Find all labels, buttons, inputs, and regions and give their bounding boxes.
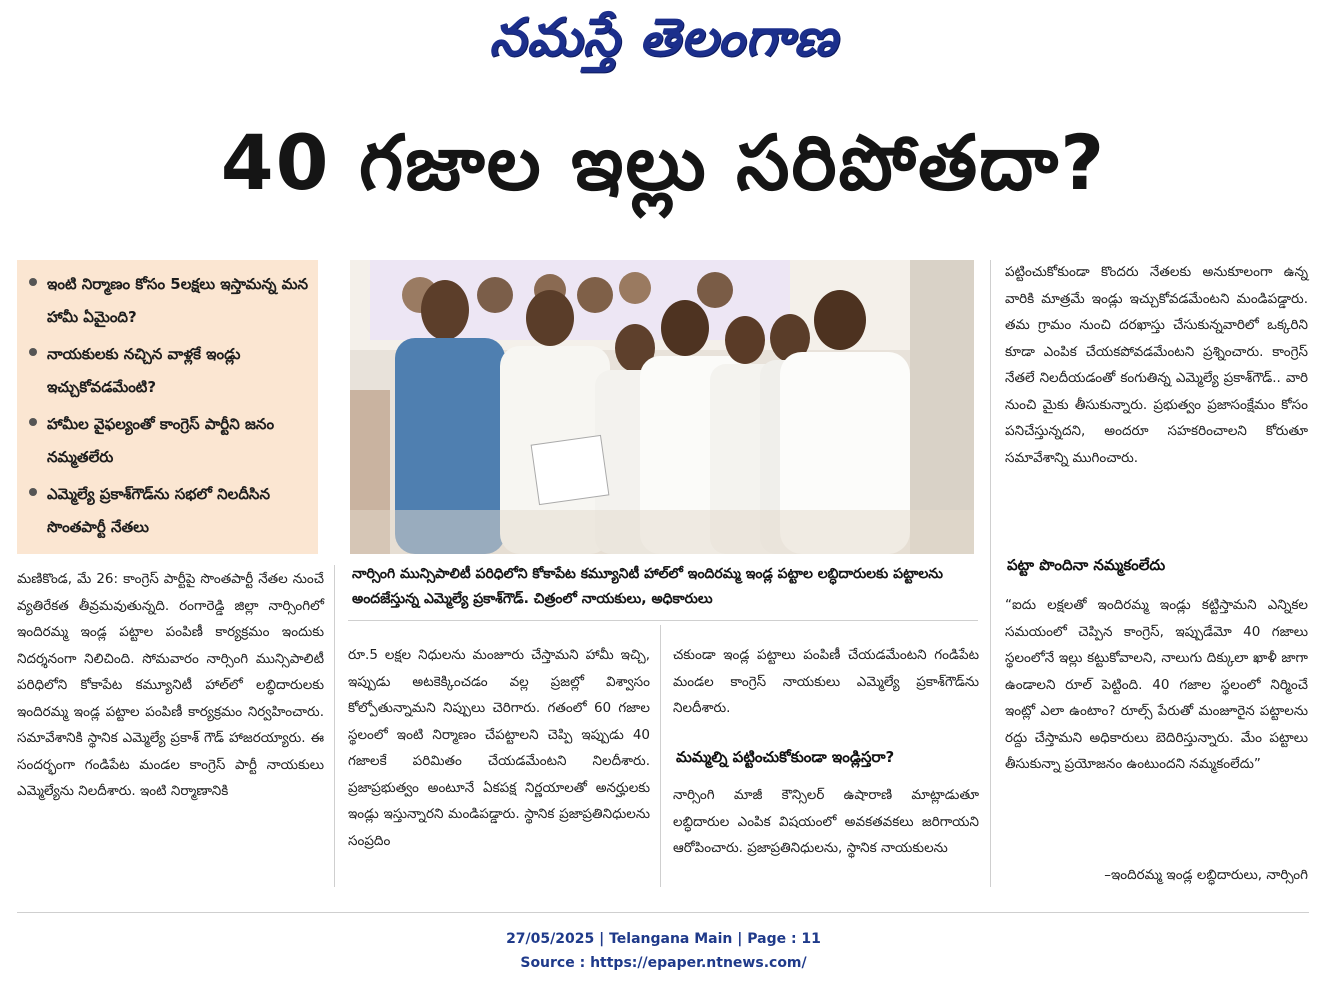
news-photo — [350, 260, 974, 554]
column-divider — [990, 260, 991, 887]
caption-divider — [348, 620, 978, 621]
article-text: మణికొండ, మే 26: కాంగ్రెస్ పార్టీపై సొంతపార్టీ నేతల నుంచే వ్యతిరేకత తీవ్రమవుతున్నది. రంగారెడ్డి జిల్లా నార్సింగిలో ఇందిరమ్మ ఇండ్ల పట్టాల పంపిణీ కార్యక్రమం ఇందుకు నిదర్శనంగా నిలిచింది. సోమవారం నార్సింగి మున్సిపాలిటీ పరిధిలోని కోకాపేట కమ్యూనిటీ హాల్‌లో లబ్ధిదారులకు ఇందిరమ్మ ఇండ్ల పట్టాల పంపిణీ కార్యక్రమం నిర్వహించారు. సమావేశానికి స్థానిక ఎమ్మెల్యే ప్రకాశ్ గౌడ్ హాజరయ్యారు. ఈ సందర్భంగా గండిపేట మండల కాంగ్రెస్ పార్టీ నాయకులు ఎమ్మెల్యేను నిలదీశారు. ఇంటి నిర్మాణానికి — [17, 571, 324, 799]
subheading: పట్టా పొందినా నమ్మకంలేదు — [1007, 556, 1166, 574]
news-photo-illustration — [350, 260, 974, 554]
footer-source: Source : https://epaper.ntnews.com/ — [520, 955, 807, 971]
quote-attribution: –ఇందిరమ్మ ఇండ్ల లబ్ధిదారులు, నార్సింగి — [1104, 867, 1308, 883]
article-text: పట్టించుకోకుండా కొందరు నేతలకు అనుకూలంగా ఉన్న వారికి మాత్రమే ఇండ్లు ఇచ్చుకోవడమేంటని మండిపడ్డారు. తమ గ్రామం నుంచి దరఖాస్తు చేసుకున్నవారిలో ఒక్కరిని కూడా ఎంపిక చేయకపోవడమేంటని ప్రశ్నించారు. కాంగ్రెస్ నేతలే నిలదీయడంతో కంగుతిన్న ఎమ్మెల్యే ప్రకాశ్‌గౌడ్.. వారి నుంచి మైకు తీసుకున్నారు. ప్రభుత్వం ప్రజాసంక్షేమం కోసం పనిచేస్తున్నదని, అందరూ సహకరించాలని కోరుతూ సమావేశాన్ని ముగించారు. — [1005, 264, 1308, 466]
highlight-item — [25, 338, 312, 404]
article-text: నార్సింగి మాజీ కౌన్సిలర్ ఉషారాణి మాట్లాడుతూ లబ్ధిదారుల ఎంపిక విషయంలో అవకతవకలు జరిగాయని ఆరోపించారు. ప్రజాప్రతినిధులను, స్థానిక నాయకులను — [673, 787, 979, 856]
bullet-icon — [29, 488, 37, 496]
article-text: రూ.5 లక్షల నిధులను మంజూరు చేస్తామని హామీ ఇచ్చి, ఇప్పుడు అటకెక్కించడం వల్ల ప్రజల్లో విశ్వాసం కోల్పోతున్నామని నిప్పులు చెరిగారు. గతంలో 60 గజాల స్థలంలో ఇంటి నిర్మాణం చేపట్టాలని చెప్పి ఇప్పుడు 40 గజాలకే పరిమితం చేయడమేంటని నిలదీశారు. ప్రజాప్రభుత్వం అంటూనే ఏకపక్ష నిర్ణయాలతో అనర్హులకు ఇండ్లు ఇస్తున్నారని మండిపడ్డారు. స్థానిక ప్రజాప్రతినిధులను సంప్రదిం — [348, 647, 650, 849]
bullet-icon — [29, 348, 37, 356]
masthead-logo: నమస్తే తెలంగాణ — [489, 7, 838, 68]
article-text: చకుండా ఇండ్ల పట్టాలు పంపిణీ చేయడమేంటని గండిపేట మండల కాంగ్రెస్ నాయకులు ఎమ్మెల్యే ప్రకాశ్‌గౌడ్‌ను నిలదీశారు. — [673, 647, 979, 716]
article-column-4a — [1005, 259, 1308, 539]
article-column-3a — [673, 642, 979, 726]
highlight-text: ఇంటి నిర్మాణం కోసం 5లక్షలు ఇస్తామన్న మన హామీ ఏమైంది? — [47, 275, 309, 326]
article-column-1 — [17, 566, 324, 888]
highlight-item — [25, 268, 312, 334]
highlights-box — [17, 260, 318, 554]
article-text: “ఐదు లక్షలతో ఇందిరమ్మ ఇండ్లు కట్టిస్తామని ఎన్నికల సమయంలో చెప్పిన కాంగ్రెస్, ఇప్పుడేమో 40 గజాలు స్థలంలోనే ఇల్లు కట్టుకోవాలని, నాలుగు దిక్కులా ఖాళీ జాగా ఉండాలని రూల్ పెట్టింది. 40 గజాల స్థలంలో నిర్మించే ఇంట్లో ఎలా ఉంటాం? రూల్స్ పేరుతో మంజూరైన పట్టాలను రద్దు చేస్తామని అధికారులు బెదిరిస్తున్నారు. మేం పట్టాలు తీసుకున్నా ప్రయోజనం ఉంటుందని నమ్మకంలేదు” — [1005, 597, 1308, 772]
headline: 40 గజాల ఇల్లు సరిపోతదా? — [220, 118, 1107, 207]
bullet-icon — [29, 278, 37, 286]
highlight-text: హామీల వైఫల్యంతో కాంగ్రెస్ పార్టీని జనం నమ్మతలేరు — [47, 415, 275, 466]
footer-date-page: 27/05/2025 | Telangana Main | Page : 11 — [506, 931, 821, 947]
highlight-text: నాయకులకు నచ్చిన వాళ్లకే ఇండ్లు ఇచ్చుకోవడమేంటి? — [47, 345, 241, 396]
subheading: మమ్మల్ని పట్టించుకోకుండా ఇండ్లిస్తరా? — [676, 748, 895, 766]
article-column-3b — [673, 782, 979, 888]
highlight-item — [25, 478, 312, 544]
highlight-text: ఎమ్మెల్యే ప్రకాశ్‌గౌడ్‌ను సభలో నిలదీసిన సొంతపార్టీ నేతలు — [47, 485, 270, 536]
page-bottom-rule — [17, 912, 1309, 913]
photo-caption: నార్సింగి మున్సిపాలిటీ పరిధిలోని కోకాపేట కమ్యూనిటీ హాల్‌లో ఇందిరమ్మ ఇండ్ల పట్టాల లబ్ధిదారులకు పట్టాలను అందజేస్తున్న ఎమ్మెల్యే ప్రకాశ్‌గౌడ్. చిత్రంలో నాయకులు, అధికారులు — [352, 566, 943, 607]
column-divider — [334, 565, 335, 887]
quote-text — [1005, 592, 1308, 854]
highlight-item — [25, 408, 312, 474]
column-divider — [660, 625, 661, 887]
article-column-2 — [348, 642, 650, 888]
bullet-icon — [29, 418, 37, 426]
